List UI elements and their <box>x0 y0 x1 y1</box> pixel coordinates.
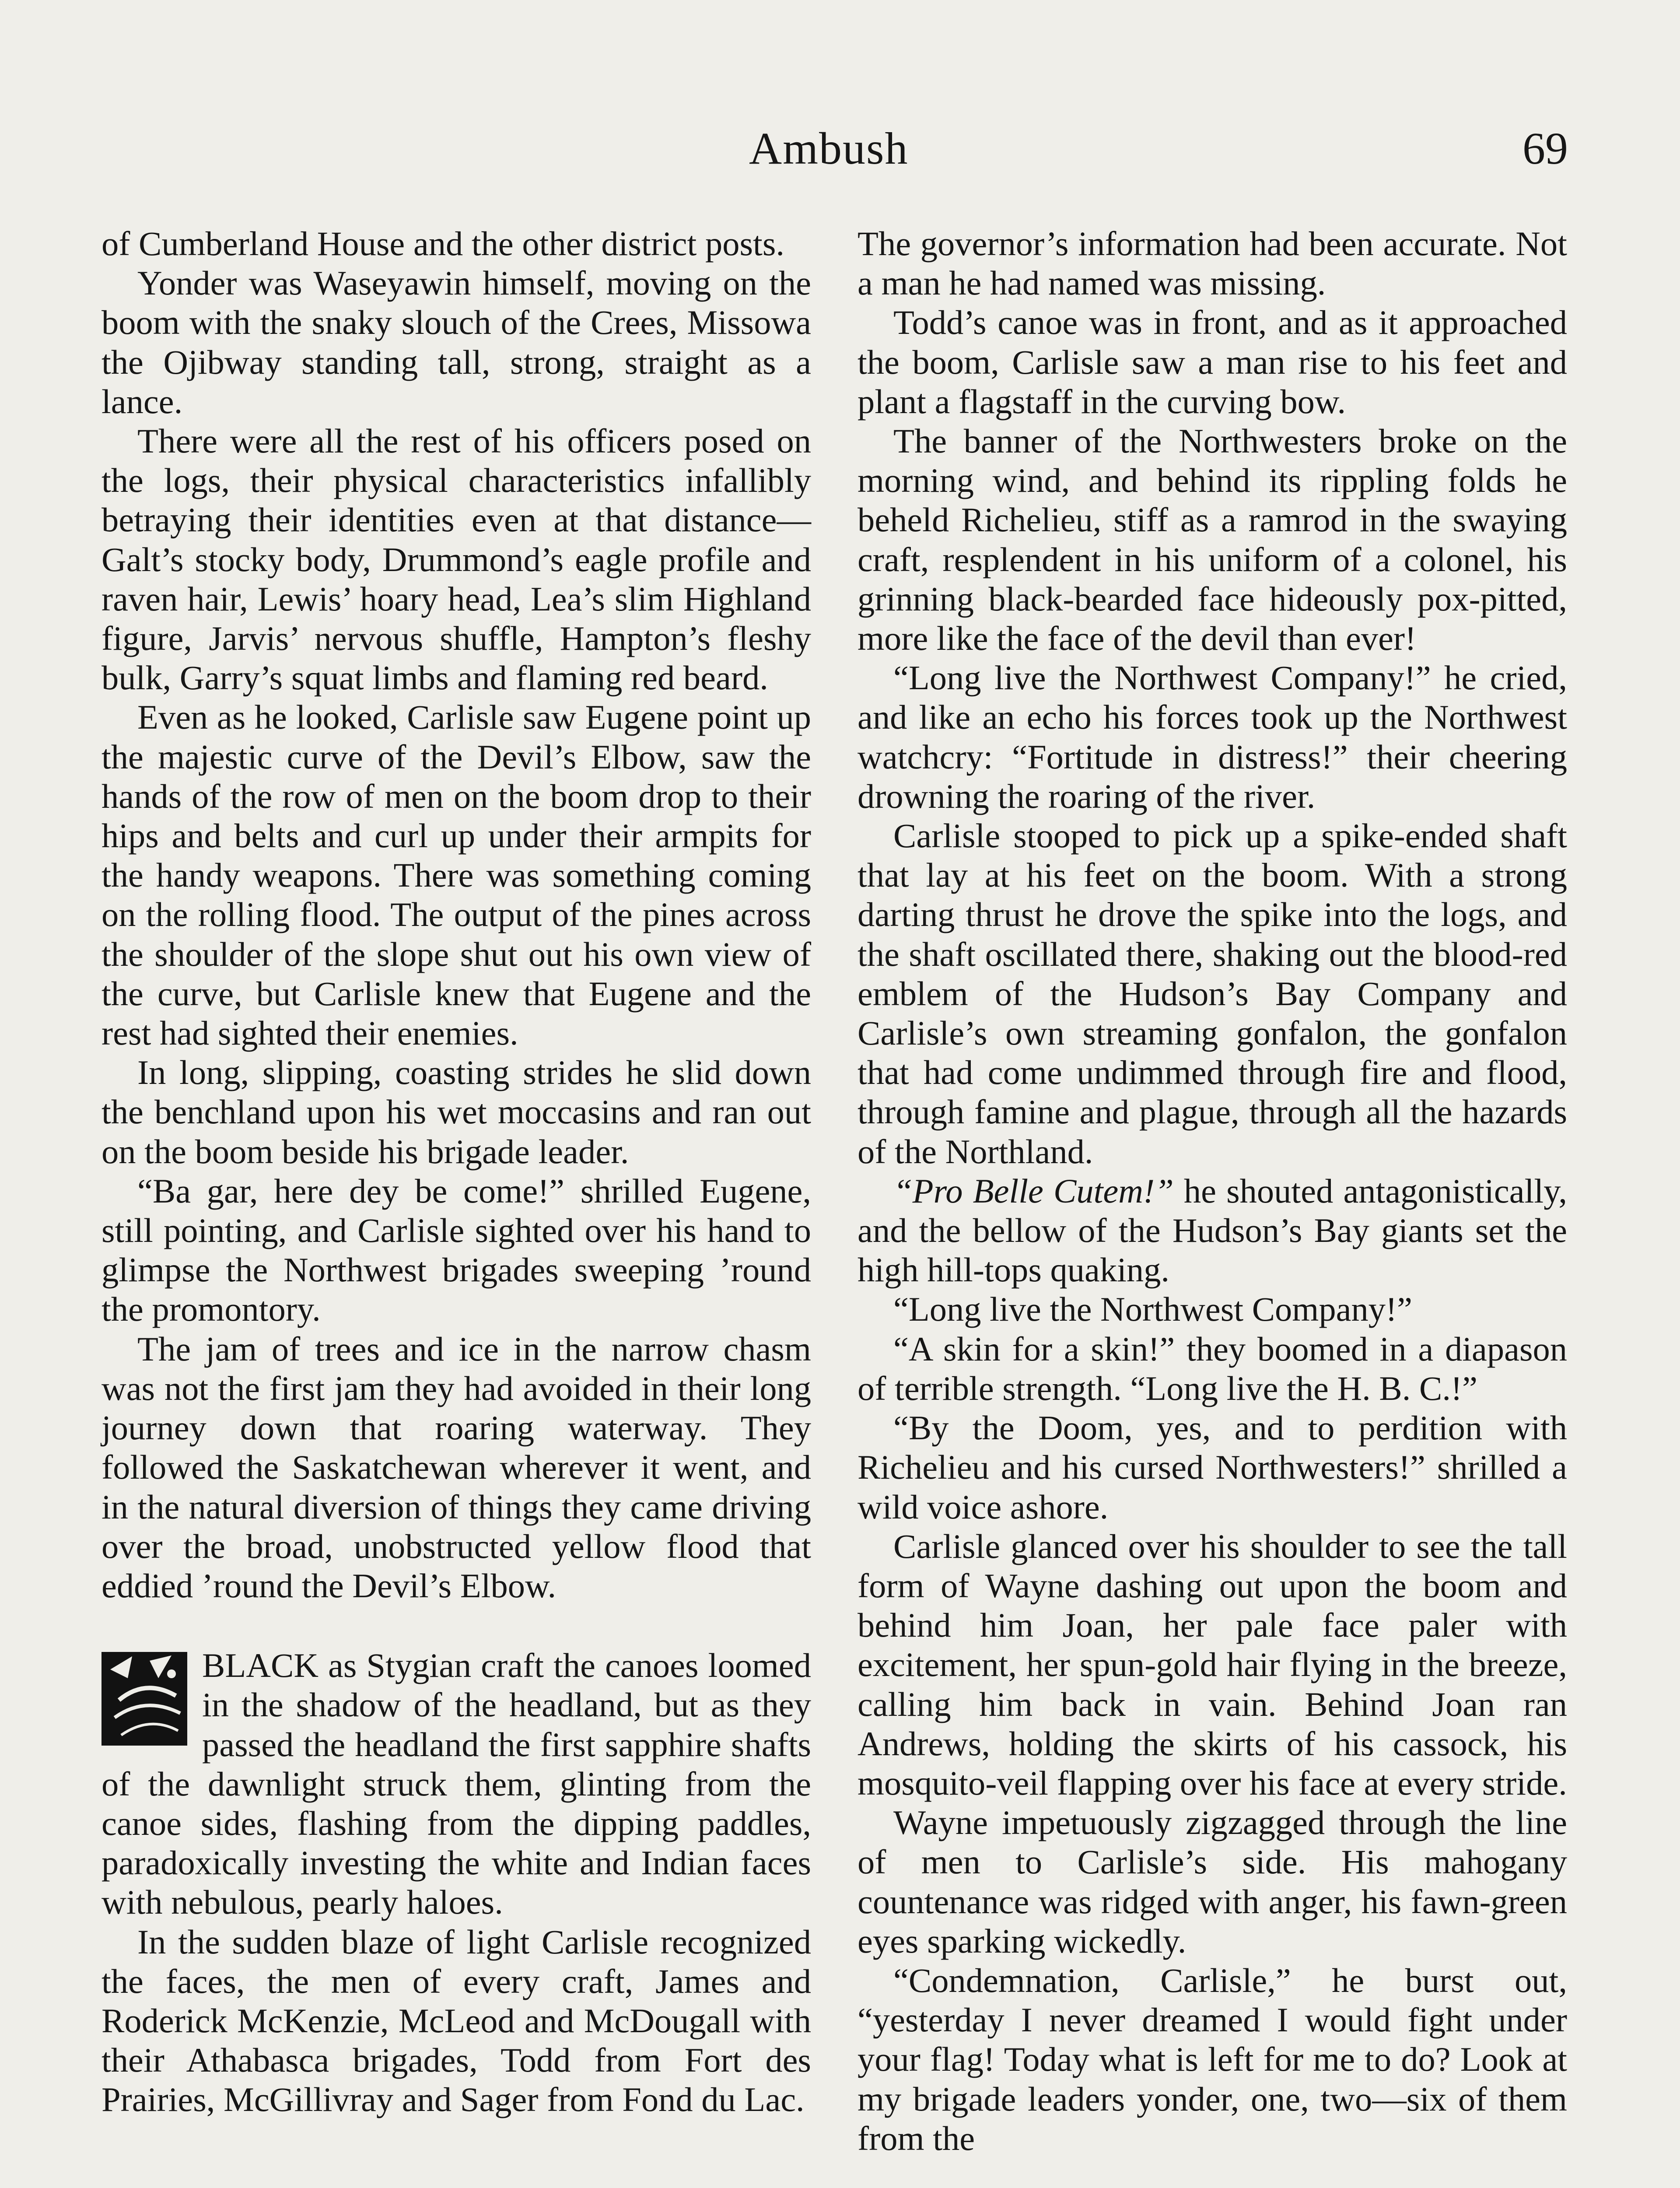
paragraph: “Ba gar, here dey be come!” shrilled Eugene, still pointing, and Carlisle sighted over his hand to glimpse the Northwest brigades sweeping ’round the promontory. <box>102 1171 811 1329</box>
paragraph: “A skin for a skin!” they boomed in a diapason of terrible strength. “Long live the H. B. C.!” <box>858 1329 1567 1407</box>
dropcap-paragraph <box>102 1646 811 1922</box>
paragraph: Even as he looked, Carlisle saw Eugene point up the majestic curve of the Devil’s Elbow, saw the hands of the row of men on the boom drop to their hips and belts and curl up under their armpits for the handy weapons. There was something coming on the rolling flood. The output of the pines across the shoulder of the slope shut out his own view of the curve, but Carlisle knew that Eugene and the rest had sighted their enemies. <box>102 698 811 1052</box>
section-break <box>102 1606 811 1646</box>
paragraph: The governor’s information had been accurate. Not a man he had named was missing. <box>858 224 1567 302</box>
paragraph: The jam of trees and ice in the narrow chasm was not the first jam they had avoided in their long journey down that roaring waterway. They followed the Saskatchewan wherever it went, and in the natural diversion of things they came driving over the broad, unobstructed yellow flood that eddied ’round the Devil’s Elbow. <box>102 1329 811 1605</box>
paragraph: “By the Doom, yes, and to perdition with Richelieu and his cursed Northwesters!” shrilled a wild voice ashore. <box>858 1409 1567 1526</box>
paragraph: Carlisle stooped to pick up a spike-ended shaft that lay at his feet on the boom. With a strong darting thrust he drove the spike into the logs, and the shaft oscillated there, shaking out the blood-red emblem of the Hudson’s Bay Company and Carlisle’s own streaming gonfalon, the gonfalon that had come undimmed through fire and flood, through famine and plague, through all the hazards of the Northland. <box>858 817 1567 1171</box>
paragraph: There were all the rest of his officers posed on the logs, their physical characteristics infallibly betraying their identities even at that distance—Galt’s stocky body, Drummond’s eagle profile and raven hair, Lewis’ hoary head, Lea’s slim Highland figure, Jarvis’ nervous shuffle, Hampton’s fleshy bulk, Garry’s squat limbs and flaming red beard. <box>102 422 811 697</box>
paragraph: of Cumberland House and the other district posts. <box>102 224 784 263</box>
page-number: 69 <box>1522 123 1568 174</box>
paragraph <box>858 1171 1567 1290</box>
paragraph: Wayne impetuously zigzagged through the line of men to Carlisle’s side. His mahogany countenance was ridged with anger, his fawn-green eyes sparking wickedly. <box>858 1803 1567 1960</box>
paragraph: “Long live the Northwest Company!” he cried, and like an echo his forces took up the Northwest watchcry: “Fortitude in distress!” their cheering drowning the roaring of the river. <box>858 659 1567 815</box>
latin-cry: “Pro Belle Cutem!” <box>893 1171 1174 1210</box>
latin-cry-continuation: he shouted antagonistically, and the bellow of the Hudson’s Bay giants set the high hill-tops quaking. <box>858 1171 1567 1289</box>
paragraph: “Long live the Northwest Company!” <box>893 1290 1412 1329</box>
paragraph: In long, slipping, coasting strides he slid down the benchland upon his wet moccasins and ran out on the boom beside his brigade leader. <box>102 1053 811 1171</box>
paragraph: The banner of the Northwesters broke on the morning wind, and behind its rippling folds he beheld Richelieu, stiff as a ramrod in the swaying craft, resplendent in his uniform of a colonel, his grinning black-bearded face hideously pox-pitted, more like the face of the devil than ever! <box>858 422 1567 658</box>
paragraph: BLACK as Stygian craft the canoes loomed in the shadow of the headland, but as they passed the headland the first sapphire shafts of the dawnlight struck them, glinting from the canoe sides, flashing from the dipping paddles, paradoxically investing the white and Indian faces with nebulous, pearly haloes. <box>102 1646 811 1922</box>
running-title: Ambush <box>749 123 909 174</box>
paragraph: Carlisle glanced over his shoulder to see the tall form of Wayne dashing out upon the boom and behind him Joan, her pale face paler with excitement, her spun-gold hair flying in the breeze, calling him back in vain. Behind Joan ran Andrews, holding the skirts of his cassock, his mosquito-veil flapping over his face at every stride. <box>858 1527 1567 1802</box>
paragraph: Todd’s canoe was in front, and as it approached the boom, Carlisle saw a man rise to his feet and plant a flagstaff in the curving bow. <box>858 303 1567 421</box>
running-head <box>0 118 1680 179</box>
ornamental-dropcap-icon <box>102 1652 187 1746</box>
paragraph: Yonder was Waseyawin himself, moving on the boom with the snaky slouch of the Crees, Missowa the Ojibway standing tall, strong, straight as a lance. <box>102 264 811 421</box>
right-column <box>858 224 1567 2158</box>
paragraph: In the sudden blaze of light Carlisle recognized the faces, the men of every craft, James and Roderick McKenzie, McLeod and McDougall with their Athabasca brigades, Todd from Fort des Prairies, McGillivray and Sager from Fond du Lac. <box>102 1922 811 2119</box>
paragraph: “Condemnation, Carlisle,” he burst out, “yesterday I never dreamed I would fight under your flag! Today what is left for me to do? Look at my brigade leaders yonder, one, two—six of them from the <box>858 1961 1567 2157</box>
left-column <box>102 224 811 2120</box>
